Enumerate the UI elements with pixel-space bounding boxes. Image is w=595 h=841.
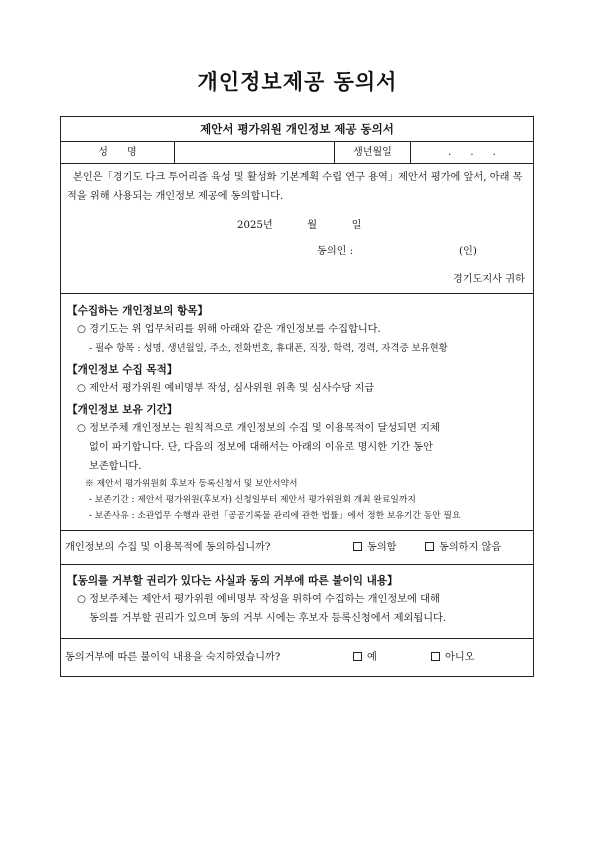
recipient: 경기도지사 귀하 xyxy=(452,274,525,285)
disagree-checkbox[interactable] xyxy=(425,542,434,551)
collected-items-title: 【수집하는 개인정보의 항목】 xyxy=(67,305,209,317)
signer-label: 동의인 : xyxy=(317,246,354,257)
purpose-title: 【개인정보 수집 목적】 xyxy=(67,364,178,376)
retention-line-3: 보존합니다. xyxy=(89,461,142,472)
date-line xyxy=(237,216,361,235)
retention-line-2: 없이 파기합니다. 단, 다음의 정보에 대해서는 아래의 이유로 명시한 기간 동안 xyxy=(89,442,433,453)
consent-statement: 본인은「경기도 다크 투어리즘 육성 및 활성화 기본계획 수립 연구 용역」제안서 평가에 앞서, 아래 목적을 위해 사용되는 개인정보 제공에 동의합니다. xyxy=(67,172,523,202)
refusal-section xyxy=(61,565,533,639)
retention-line-1: ○ 정보주체 개인정보는 원칙적으로 개인정보의 수집 및 이용목적이 달성되면 지체 xyxy=(77,423,440,434)
privacy-details-section xyxy=(61,294,533,531)
acknowledge-question: 동의거부에 따른 불이익 내용을 숙지하였습니까? xyxy=(65,652,281,663)
no-label: 아니오 xyxy=(445,652,475,663)
refusal-title: 【동의를 거부할 권리가 있다는 사실과 동의 거부에 따른 불이익 내용】 xyxy=(67,575,398,587)
disagree-option[interactable] xyxy=(425,531,501,565)
required-items-line: - 필수 항목 : 성명, 생년월일, 주소, 전화번호, 휴대폰, 직장, 학력, 경력, 자격증 보유현황 xyxy=(89,343,448,354)
consent-question: 개인정보의 수집 및 이용목적에 동의하십니까? xyxy=(65,542,271,553)
date-day: 일 xyxy=(351,220,362,231)
page-title: 개인정보제공 동의서 xyxy=(197,70,398,94)
seal-mark: (인) xyxy=(459,246,477,257)
retention-note: ※ 제안서 평가위원회 후보자 등록신청서 및 보안서약서 xyxy=(85,479,298,489)
purpose-line: ○ 제안서 평가위원 예비명부 작성, 심사위원 위촉 및 심사수당 지급 xyxy=(77,383,375,394)
date-year: 2025년 xyxy=(237,220,273,231)
personal-info-row xyxy=(61,142,533,164)
yes-option[interactable] xyxy=(353,639,377,676)
retention-period: - 보존기간 : 제안서 평가위원(후보자) 신청일부터 제안서 평가위원회 개최 완료일까지 xyxy=(89,495,416,505)
agree-checkbox[interactable] xyxy=(353,542,362,551)
retention-reason: - 보존사유 : 소관업무 수행과 관련「공공기록물 관리에 관한 법률」에서 정한 보유기간 동안 필요 xyxy=(89,511,461,521)
disagree-label: 동의하지 않음 xyxy=(439,542,502,553)
acknowledge-question-row xyxy=(61,639,533,676)
consent-form xyxy=(60,116,534,677)
consent-statement-section xyxy=(61,164,533,294)
no-option[interactable] xyxy=(431,639,475,676)
agree-label: 동의함 xyxy=(367,542,397,553)
consent-question-row xyxy=(61,531,533,565)
birthdate-field[interactable]: . . . xyxy=(448,147,496,158)
yes-label: 예 xyxy=(367,652,377,663)
date-month: 월 xyxy=(307,220,318,231)
retention-title: 【개인정보 보유 기간】 xyxy=(67,404,178,416)
refusal-line-2: 동의를 거부할 권리가 있으며 동의 거부 시에는 후보자 등록신청에서 제외됩니다. xyxy=(89,613,447,624)
birthdate-label: 생년월일 xyxy=(335,142,411,163)
name-label: 성 명 xyxy=(61,142,175,163)
refusal-line-1: ○ 정보주체는 제안서 평가위원 예비명부 작성을 위하여 수집하는 개인정보에 대해 xyxy=(77,594,440,605)
no-checkbox[interactable] xyxy=(431,652,440,661)
agree-option[interactable] xyxy=(353,531,397,565)
yes-checkbox[interactable] xyxy=(353,652,362,661)
form-heading: 제안서 평가위원 개인정보 제공 동의서 xyxy=(61,117,533,142)
name-field[interactable] xyxy=(175,142,335,163)
collected-items-line: ○ 경기도는 위 업무처리를 위해 아래와 같은 개인정보를 수집합니다. xyxy=(77,324,381,335)
